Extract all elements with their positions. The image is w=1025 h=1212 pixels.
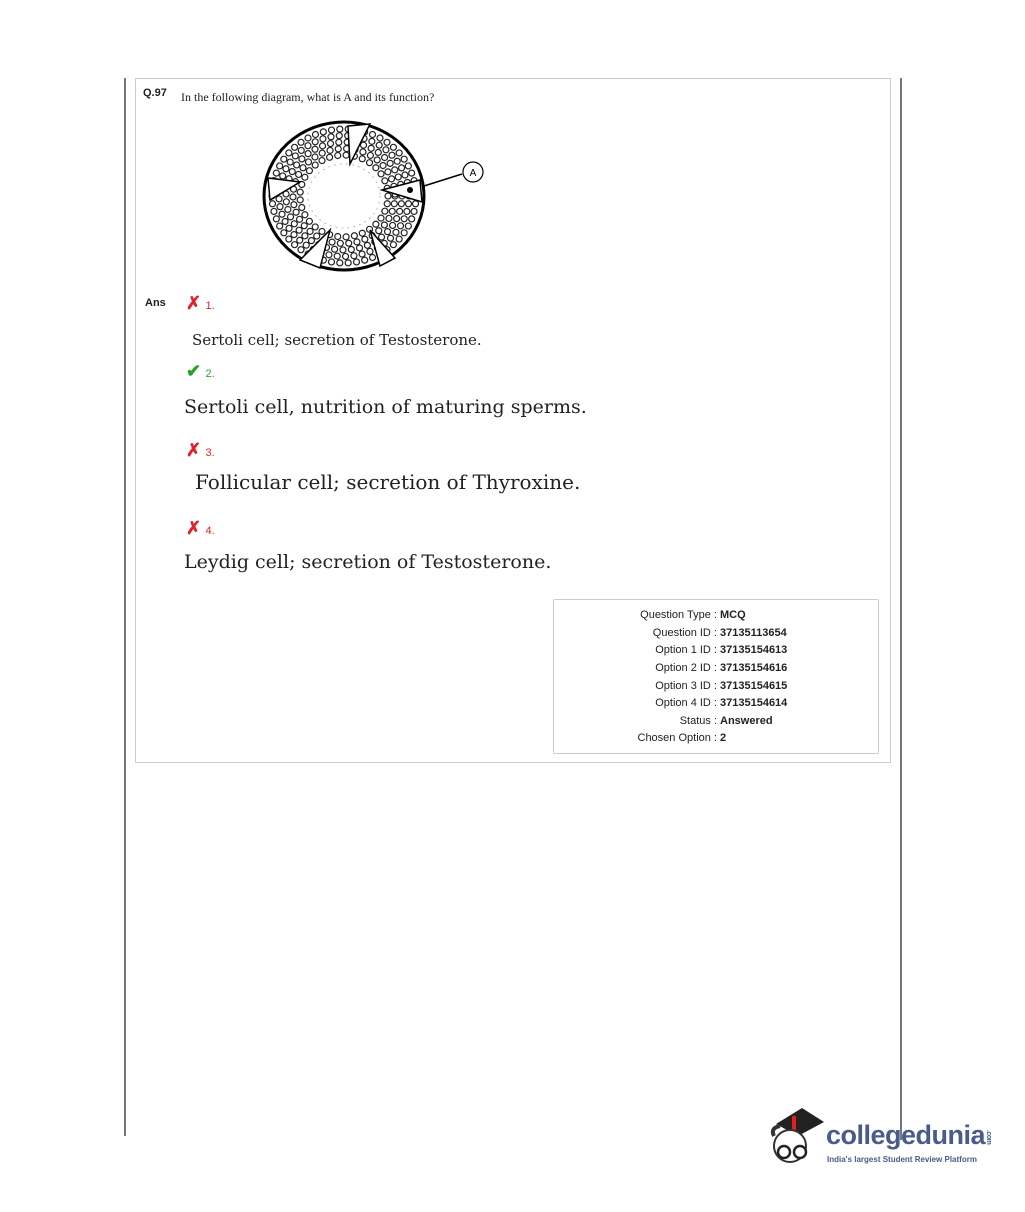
check-icon: ✔ xyxy=(186,361,202,381)
answer-label: Ans xyxy=(145,297,166,309)
logo-suffix: .com xyxy=(985,1129,993,1144)
question-info-box xyxy=(553,599,879,754)
left-margin-line xyxy=(124,78,126,1136)
option-2-text: Sertoli cell, nutrition of maturing sperms. xyxy=(184,396,587,418)
option-1-text: Sertoli cell; secretion of Testosterone. xyxy=(192,331,482,349)
question-number: Q.97 xyxy=(143,87,167,99)
info-row: Chosen Option : 2 xyxy=(637,732,727,744)
info-row: Option 3 ID : 37135154615 xyxy=(655,680,788,692)
collegedunia-logo xyxy=(768,1106,993,1177)
mascot-icon xyxy=(768,1106,824,1172)
info-row: Status : Answered xyxy=(679,715,773,727)
option-2-marker: ✔ 2. xyxy=(186,361,215,381)
seminiferous-tubule-diagram xyxy=(260,120,490,280)
option-1-marker: ✗ 1. xyxy=(186,293,215,313)
right-margin-line xyxy=(900,78,902,1140)
option-3-text: Follicular cell; secretion of Thyroxine. xyxy=(195,470,581,494)
info-row: Question ID : 37135113654 xyxy=(652,627,787,639)
info-row: Option 1 ID : 37135154613 xyxy=(655,644,788,656)
option-3-marker: ✗ 3. xyxy=(186,440,215,460)
logo-name: collegedunia xyxy=(826,1120,986,1150)
option-4-marker: ✗ 4. xyxy=(186,518,215,538)
info-row: Option 2 ID : 37135154616 xyxy=(655,662,788,674)
cross-icon: ✗ xyxy=(186,440,202,460)
logo-tagline: India's largest Student Review Platform xyxy=(827,1155,977,1164)
question-text: In the following diagram, what is A and its function? xyxy=(181,90,435,104)
option-4-text: Leydig cell; secretion of Testosterone. xyxy=(184,551,552,573)
info-row: Question Type : MCQ xyxy=(640,609,746,621)
cross-icon: ✗ xyxy=(186,518,202,538)
cross-icon: ✗ xyxy=(186,293,202,313)
diagram-label-a: A xyxy=(469,168,477,179)
info-row: Option 4 ID : 37135154614 xyxy=(655,697,788,709)
